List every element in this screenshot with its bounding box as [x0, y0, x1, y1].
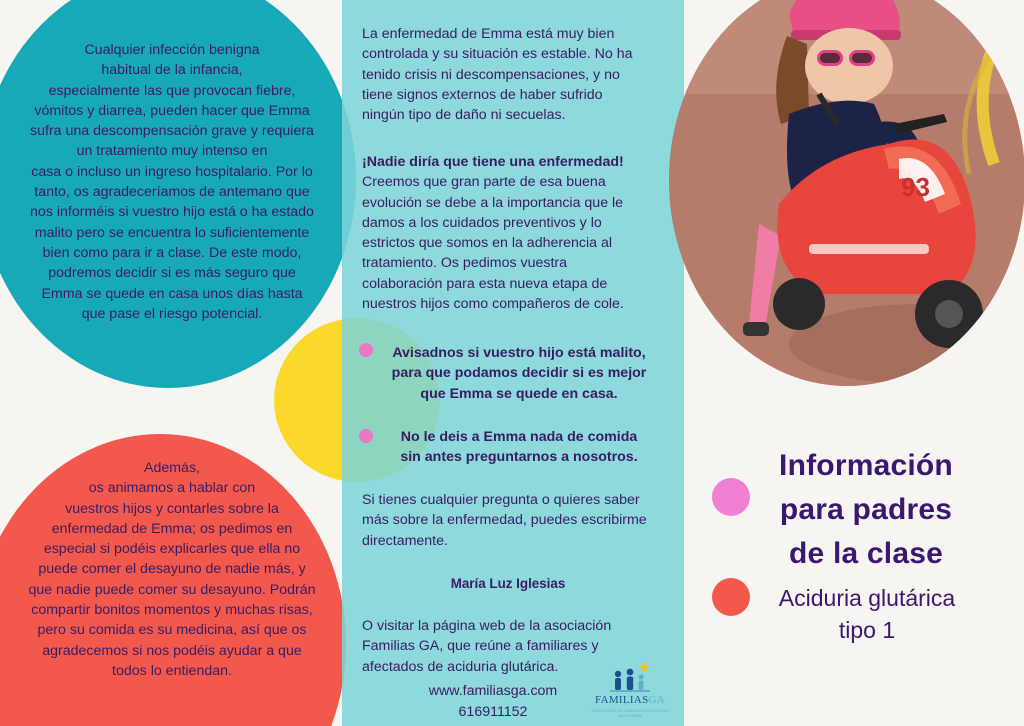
website-link[interactable]: www.familiasga.com [428, 683, 558, 699]
logo-wordmark: FAMILIASGA [594, 694, 666, 706]
subtitle-bullet-coral [712, 578, 750, 616]
bullet-no-food: No le deis a Emma nada de comida sin antes preguntarnos a nosotros. [400, 429, 638, 466]
familias-ga-logo [590, 654, 670, 718]
bullet-dot-1 [359, 343, 373, 357]
logo-tagline: ASOCIACIÓN DE FAMILIAS DE ACIDURIA GLUTÁRICA [591, 708, 669, 718]
status-paragraph: La enfermedad de Emma está muy bien controlada y su situación es estable. No ha tenido crisis ni descompensaciones, y no tiene signos externos de haber sufrido ningún tipo de daño ni secuelas. [362, 26, 633, 124]
child-photo [669, 0, 1024, 386]
evolution-body: Creemos que gran parte de esa buena evolución se debe a la importancia que le damos a los cuidados preventivos y lo estrictos que somos en la adherencia al tratamiento. Os pedimos vuestra colaboración para esta nueva etapa de nuestros hijos como compañeros de cole. [362, 174, 624, 313]
author-name: María Luz Iglesias [450, 576, 566, 591]
child-on-motorbike-illustration [669, 0, 1024, 386]
logo-family-icon [590, 654, 670, 698]
evolution-paragraph [362, 152, 674, 314]
phone-number: 616911152 [458, 704, 528, 720]
evolution-headline: ¡Nadie diría que tiene una enfermedad! [362, 154, 624, 170]
talk-to-children-paragraph: Además, os animamos a hablar con vuestros hijos y contarles sobre la enfermedad de Emma; os pedimos en especial si podéis explicarles que ella no puede comer el desayuno de nadie más, y que nadie puede comer su desayuno. Podrán compartir bonitos momentos y muchas risas, pero su comida es su medicina, así que os agradecemos si nos podéis ayudar a que todos lo entiendan. [28, 460, 316, 679]
brochure-title: Información para padres de la clase [779, 449, 953, 570]
association-paragraph: O visitar la página web de la asociación Familias GA, que reúne a familiares y afectados de aciduria glutárica. [362, 618, 612, 675]
infection-paragraph: Cualquier infección benigna habitual de la infancia, especialmente las que provocan fiebre, vómitos y diarrea, pueden hacer que Emma sufra una descompensación grave y requiera un tratamiento muy intenso en casa o incluso un ingreso hospitalario. Por lo tanto, os agradeceríamos de antemano que nos informéis si vuestro hijo está o ha estado malito pero se encuentra lo suficientemente bien como para ir a clase. De este modo, podremos decidir si es más seguro que Emma se quede en casa unos días hasta que pase el riesgo potencial. [30, 42, 314, 322]
brochure-subtitle: Aciduria glutárica tipo 1 [778, 585, 956, 643]
bullet-notify-sick: Avisadnos si vuestro hijo está malito, para que podamos decidir si es mejor que Emma se quede en casa. [391, 345, 647, 402]
bullet-dot-2 [359, 429, 373, 443]
questions-paragraph: Si tienes cualquier pregunta o quieres saber más sobre la enfermedad, puedes escribirme directamente. [362, 492, 647, 549]
title-bullet-pink [712, 478, 750, 516]
svg-text:93: 93 [901, 172, 930, 202]
